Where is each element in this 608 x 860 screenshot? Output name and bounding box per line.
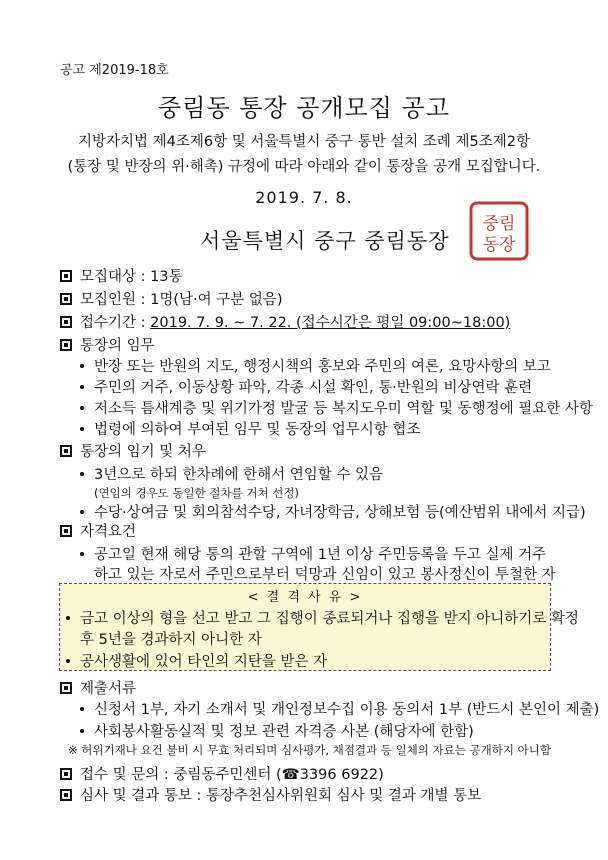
list-item: 3년으로 하되 한차례에 한해서 연임할 수 있음 (80, 463, 383, 484)
notice-date: 2019. 7. 8. (255, 188, 353, 207)
notice-number: 공고 제2019-18호 (60, 63, 169, 78)
qualification-heading: 자격요건 (60, 520, 136, 541)
term-heading: 통장의 임기 및 처우 (60, 440, 206, 461)
list-item: 저소득 틈새계층 및 위기가정 발굴 등 복지도우미 역할 및 동행정에 필요한 사항 (80, 397, 593, 418)
duties-heading: 통장의 임무 (60, 334, 155, 355)
application-period: 접수기간 : 2019. 7. 9. ~ 7. 22. (접수시간은 평일 09:00~18:00) (60, 311, 510, 332)
list-item: 공사생활에 있어 타인의 지탄을 받은 자 (66, 650, 327, 671)
square-bullet-icon (60, 768, 72, 780)
legal-basis-line-1: 지방자치법 제4조제6항 및 서울특별시 중구 통반 설치 조례 제5조제2항 (78, 134, 530, 150)
svg-text:동장: 동장 (482, 235, 516, 255)
documents-note: ※ 허위기재나 요건 불비 시 무효 처리되며 심사평가, 채점결과 등 일체의 자료는 공개하지 아니함 (68, 743, 551, 757)
documents-heading: 제출서류 (60, 677, 136, 698)
period-value: 2019. 7. 9. ~ 7. 22. (접수시간은 평일 09:00~18:00) (150, 315, 511, 331)
square-bullet-icon (60, 339, 72, 351)
contact-info: 접수 및 문의 : 중림동주민센터 (☎3396 6922) (60, 763, 384, 784)
disqualification-line-1b: 후 5년을 경과하지 아니한 자 (80, 632, 262, 648)
svg-text:중림: 중림 (482, 214, 516, 234)
recruit-target: 모집대상 : 13통 (60, 265, 183, 286)
recruit-count: 모집인원 : 1명(남·여 구분 없음) (60, 288, 283, 309)
list-item: 수당·상여금 및 회의참석수당, 자녀장학금, 상해보험 등(예산범위 내에서 지급) (80, 501, 586, 522)
list-item: 사회봉사활동실적 및 정보 관련 자격증 사본 (해당자에 한함) (80, 720, 474, 741)
square-bullet-icon (60, 270, 72, 282)
list-item: 반장 또는 반원의 지도, 행정시책의 홍보와 주민의 여론, 요망사항의 보고 (80, 355, 551, 376)
disqualification-title: < 결 격 사 유 > (247, 590, 363, 605)
page-title: 중림동 통장 공개모집 공고 (158, 94, 450, 122)
official-seal-icon (468, 200, 530, 262)
list-item: 공고일 현재 해당 통의 관할 구역에 1년 이상 주민등록을 두고 실제 거주 (80, 543, 546, 564)
list-item: 신청서 1부, 자기 소개서 및 개인정보수집 이용 동의서 1부 (반드시 본인이 제출) (80, 698, 599, 719)
list-item: 금고 이상의 형을 선고 받고 그 집행이 종료되거나 집행을 받지 아니하기로 확정 (66, 607, 579, 628)
square-bullet-icon (60, 682, 72, 694)
square-bullet-icon (60, 316, 72, 328)
square-bullet-icon (60, 445, 72, 457)
term-note: (연임의 경우도 동일한 절차를 거쳐 선정) (94, 486, 299, 500)
square-bullet-icon (60, 789, 72, 801)
issuer-name: 서울특별시 중구 중림동장 (200, 229, 450, 253)
list-item: 주민의 거주, 이동상황 파악, 각종 시설 확인, 통·반원의 비상연락 훈련 (80, 376, 532, 397)
review-notice: 심사 및 결과 통보 : 통장추천심사위원회 심사 및 결과 개별 통보 (60, 784, 481, 805)
legal-basis-line-2: (통장 및 반장의 위·해촉) 규정에 따라 아래와 같이 통장을 공개 모집합니다. (67, 159, 541, 175)
square-bullet-icon (60, 525, 72, 537)
list-item: 법령에 의하여 부여된 임무 및 동장의 업무시항 협조 (80, 418, 420, 439)
qualification-line-2: 하고 있는 자로서 주민으로부터 덕망과 신임이 있고 봉사정신이 투철한 자 (94, 567, 556, 583)
square-bullet-icon (60, 293, 72, 305)
